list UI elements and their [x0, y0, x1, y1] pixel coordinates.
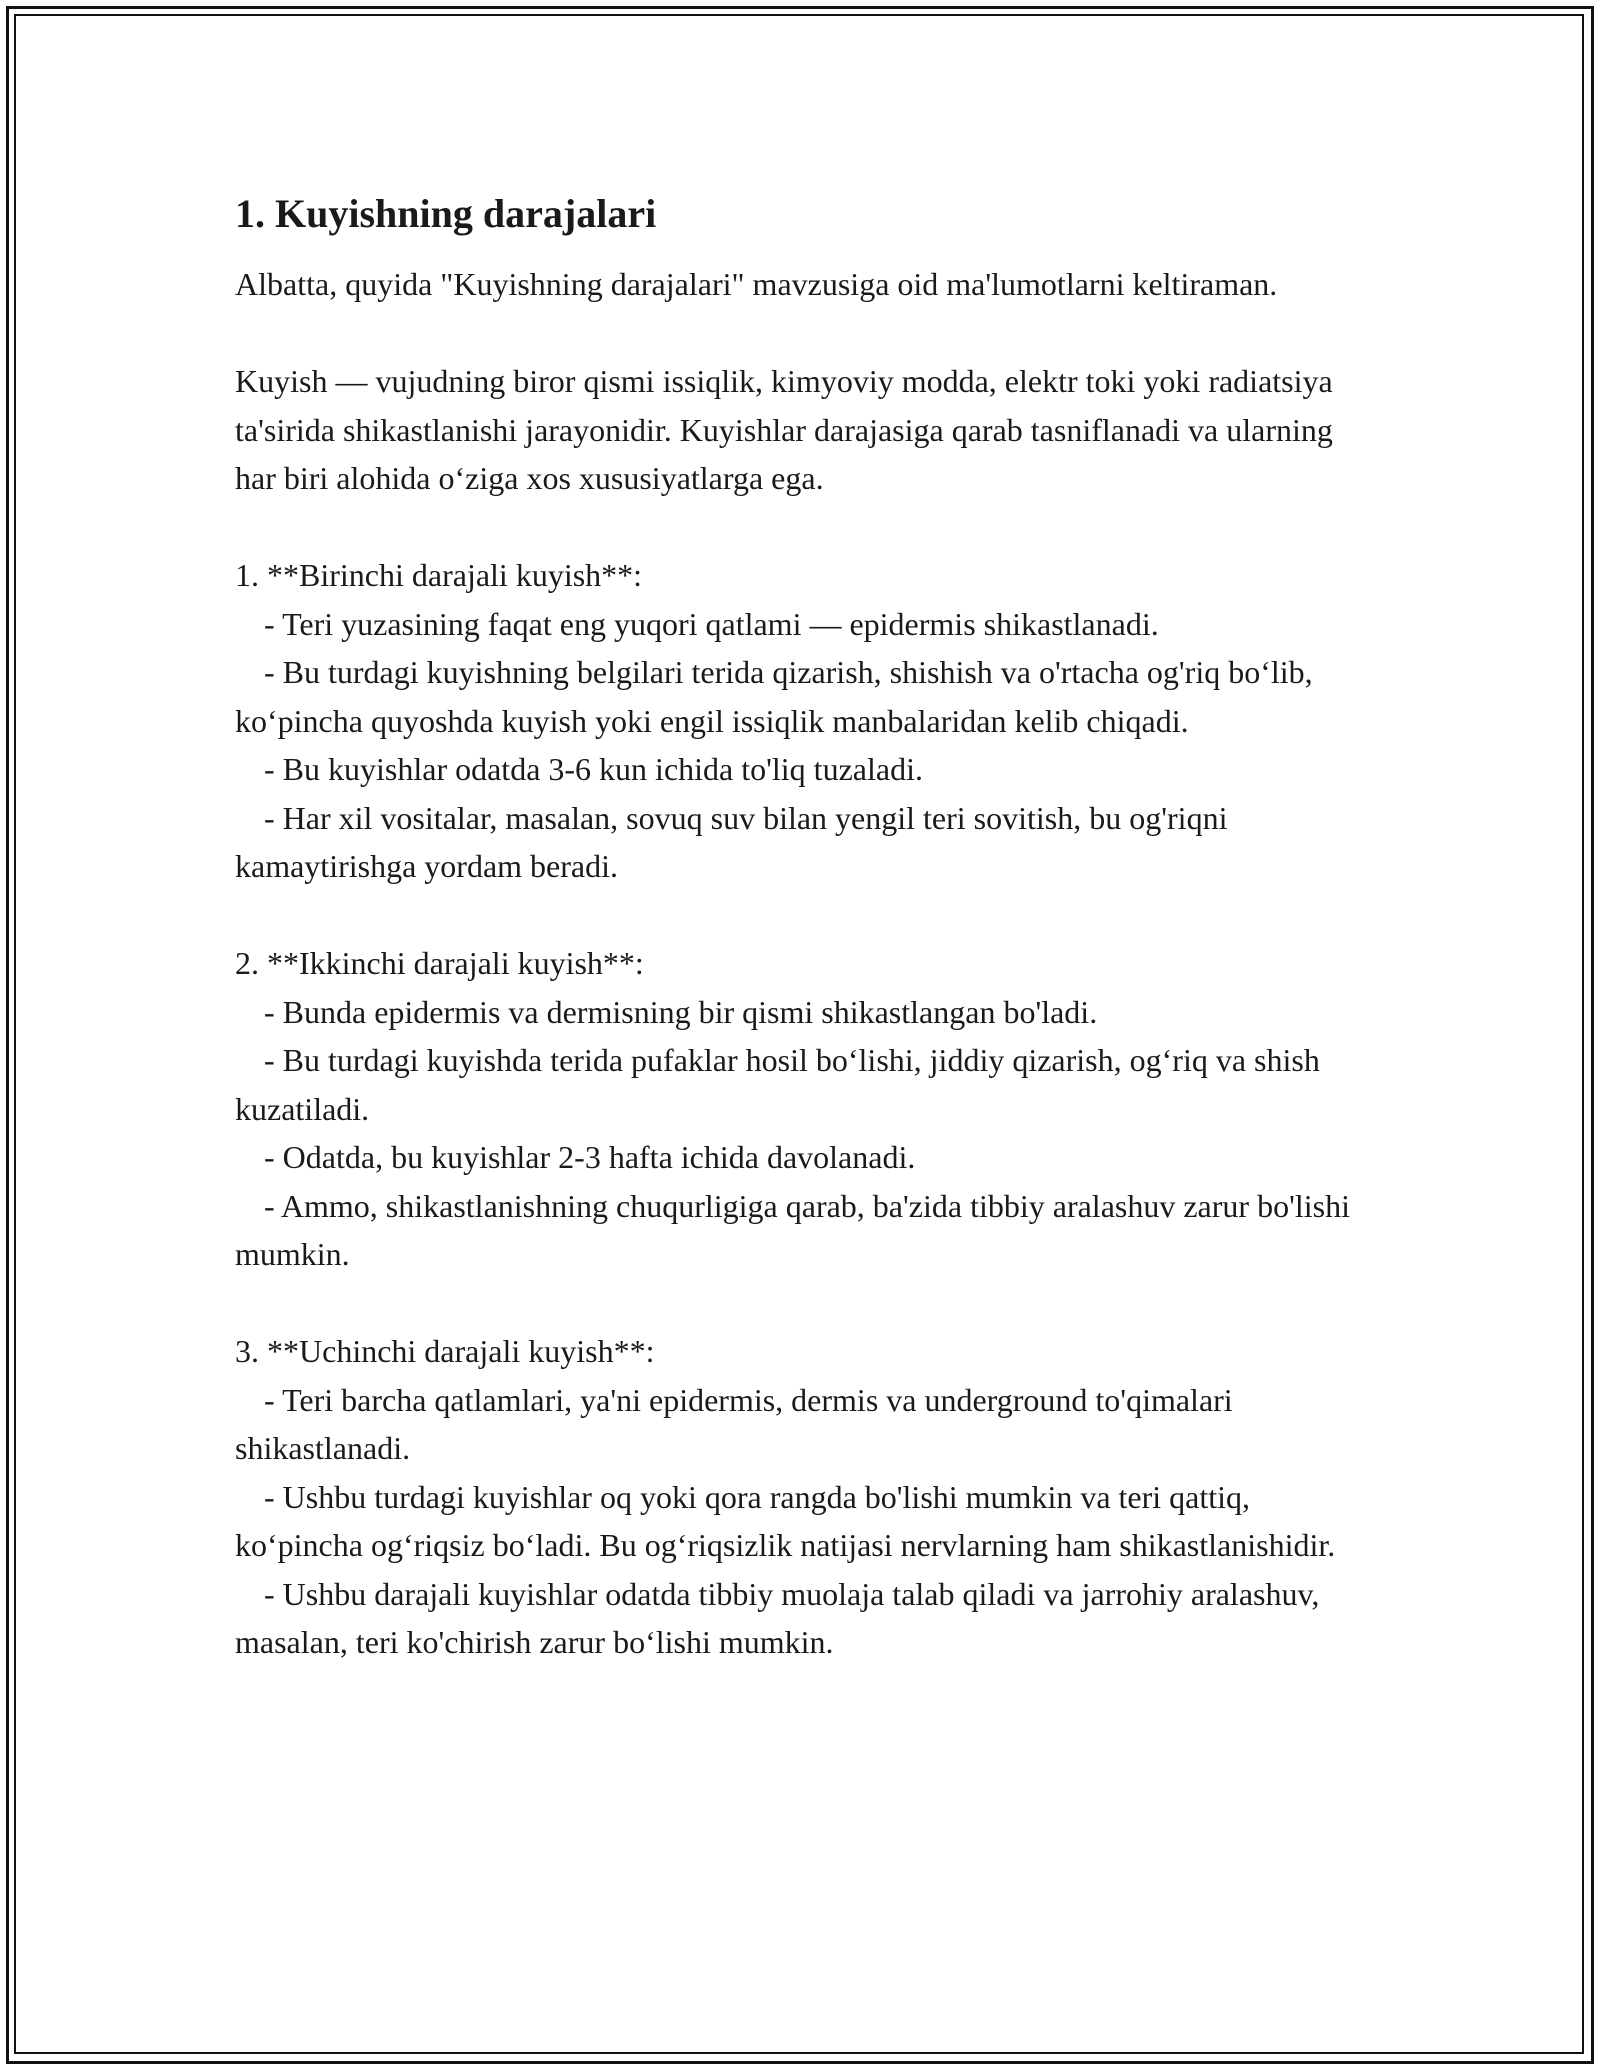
list-item: - Bu turdagi kuyishning belgilari terida qizarish, shishish va o'rtacha og'riq bo‘lib, ko‘pincha quyoshda kuyish yoki engil issiqlik manbalaridan kelib chiqadi. [235, 654, 1313, 739]
section-third-degree [235, 1327, 1375, 1667]
list-item: - Bu turdagi kuyishda terida pufaklar hosil bo‘lishi, jiddiy qizarish, og‘riq va shish kuzatiladi. [235, 1042, 1320, 1127]
intro-paragraph: Albatta, quyida "Kuyishning darajalari" mavzusiga oid ma'lumotlarni keltiraman. [235, 266, 1278, 302]
section-title: 3. **Uchinchi darajali kuyish**: [235, 1333, 655, 1369]
paragraph-gap [235, 891, 1375, 940]
list-item: - Bu kuyishlar odatda 3-6 kun ichida to'liq tuzaladi. [264, 751, 923, 787]
list-item: - Ushbu turdagi kuyishlar oq yoki qora rangda bo'lishi mumkin va teri qattiq, ko‘pincha og‘riqsiz bo‘ladi. Bu og‘riqsizlik natijasi nervlarning ham shikastlanishidir. [235, 1478, 1336, 1563]
paragraph-gap [235, 1279, 1375, 1328]
list-item: - Ushbu darajali kuyishlar odatda tibbiy muolaja talab qiladi va jarrohiy aralashuv, masalan, teri ko'chirish zarur bo‘lishi mumkin. [235, 1575, 1320, 1660]
section-title: 2. **Ikkinchi darajali kuyish**: [235, 945, 644, 981]
definition-paragraph: Kuyish — vujudning biror qismi issiqlik, kimyoviy modda, elektr toki yoki radiatsiya ta'sirida shikastlanishi jarayonidir. Kuyishlar darajasiga qarab tasniflanadi va ularning har biri alohida o‘ziga xos xususiyatlarga ega. [235, 363, 1333, 496]
document-heading: 1. Kuyishning darajalari [235, 191, 657, 236]
list-item: - Bunda epidermis va dermisning bir qismi shikastlangan bo'ladi. [264, 993, 1098, 1030]
list-item: - Ammo, shikastlanishning chuqurligiga qarab, ba'zida tibbiy aralashuv zarur bo'lishi mumkin. [235, 1187, 1350, 1272]
section-first-degree [235, 551, 1375, 891]
list-item: - Teri yuzasining faqat eng yuqori qatlami — epidermis shikastlanadi. [264, 605, 1159, 642]
list-item: - Teri barcha qatlamlari, ya'ni epidermis, dermis va underground to'qimalari shikastlanadi. [235, 1381, 1233, 1466]
list-item: - Odatda, bu kuyishlar 2-3 hafta ichida davolanadi. [264, 1139, 916, 1175]
list-item: - Har xil vositalar, masalan, sovuq suv bilan yengil teri sovitish, bu og'riqni kamaytirishga yordam beradi. [235, 799, 1228, 884]
section-second-degree [235, 939, 1375, 1279]
paragraph-gap [235, 503, 1375, 552]
document-body [235, 190, 1375, 1667]
paragraph-gap [235, 309, 1375, 358]
section-title: 1. **Birinchi darajali kuyish**: [235, 557, 643, 593]
